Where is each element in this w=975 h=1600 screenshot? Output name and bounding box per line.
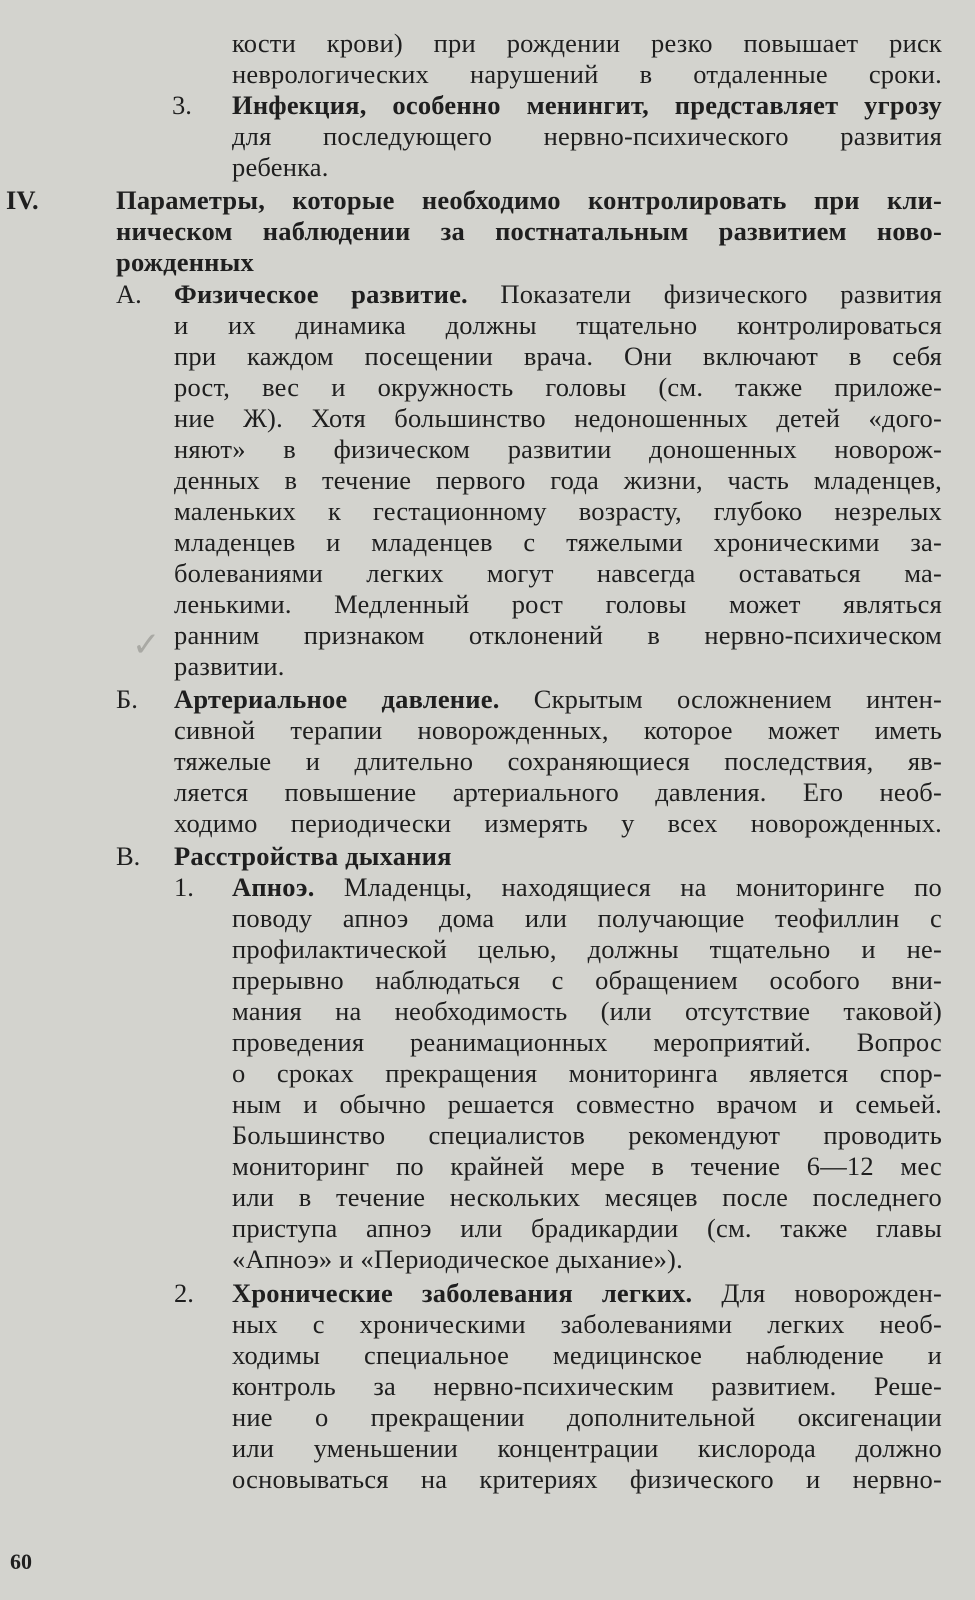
text-line: ных с хроническими заболеваниями легких необ- [232,1309,942,1339]
item-heading: Хронические заболевания легких. [232,1278,693,1308]
text-line: денных в течение первого года жизни, часть младенцев, [174,465,942,495]
text-line: ным и обычно решается совместно врачом и семьей. [232,1089,942,1119]
text-line: прерывно наблюдаться с обращением особого вни- [232,965,942,995]
text-line: профилактической целью, должны тщательно и не- [232,934,942,964]
text-line: ходимы специальное медицинское наблюдение и [232,1340,942,1370]
text-line: неврологических нарушений в отдаленные сроки. [232,59,942,89]
section-heading-line: рожденных [116,247,254,277]
subsection-heading: Физическое развитие. [174,279,468,309]
text-line: ходимо периодически измерять у всех новорожденных. [174,808,942,838]
item-number: 2. [174,1278,194,1308]
text-line: ляется повышение артериального давления. Его необ- [174,777,942,807]
text-line: основываться на критериях физического и нервно- [232,1464,942,1494]
text-line: ленькими. Медленный рост головы может являться [174,589,942,619]
text-line: сивной терапии новорожденных, которое может иметь [174,715,942,745]
text-line: Инфекция, особенно менингит, представляет угрозу [232,90,942,120]
text-line: и их динамика должны тщательно контролироваться [174,310,942,340]
item-number: 3. [172,90,192,120]
text-line: о сроках прекращения мониторинга является спор- [232,1058,942,1088]
text-line: ребенка. [232,152,329,182]
text-line: ранним признаком отклонений в нервно-психическом [174,620,942,650]
text-line: развитии. [174,651,285,681]
text-line: приступа апноэ или брадикардии (см. также главы [232,1213,942,1243]
text-line [174,279,942,310]
subsection-marker: Б. [116,684,138,714]
text-span: Показатели физического развития [467,279,942,309]
page-number: 60 [10,1549,32,1574]
item-heading: Апноэ. [232,872,315,902]
text-line: рост, вес и окружность головы (см. также приложе- [174,372,942,402]
text-line: маленьких к гестационному возрасту, глубоко незрелых [174,496,942,526]
text-line: тяжелые и длительно сохраняющиеся последствия, яв- [174,746,942,776]
text-line: мониторинг по крайней мере в течение 6—12 мес [232,1151,942,1181]
text-line: поводу апноэ дома или получающие теофиллин с [232,903,942,933]
text-line [174,684,942,715]
text-line: «Апноэ» и «Периодическое дыхание»). [232,1244,683,1274]
subsection-marker: В. [116,841,141,871]
text-span: Для новорожден- [692,1278,942,1308]
text-line: ние Ж). Хотя большинство недоношенных детей «дого- [174,403,942,433]
text-line: или уменьшении концентрации кислорода должно [232,1433,942,1463]
text-span: Младенцы, находящиеся на мониторинге по [314,872,942,902]
text-line: младенцев и младенцев с тяжелыми хроническими за- [174,527,942,557]
text-line: при каждом посещении врача. Они включают в себя [174,341,942,371]
text-line: болеваниями легких могут навсегда оставаться ма- [174,558,942,588]
text-line [232,1278,942,1309]
text-line: контроль за нервно-психическим развитием. Реше- [232,1371,942,1401]
text-line: проведения реанимационных мероприятий. Вопрос [232,1027,942,1057]
section-heading-line: Параметры, которые необходимо контролировать при кли- [116,185,942,215]
section-heading-line: ническом наблюдении за постнатальным развитием ново- [116,216,942,246]
text-line [232,872,942,903]
section-number: IV. [6,185,39,215]
pencil-checkmark-icon: ✓ [132,625,161,665]
text-line: мания на необходимость (или отсутствие таковой) [232,996,942,1026]
text-line: няют» в физическом развитии доношенных новорож- [174,434,942,464]
subsection-marker: А. [116,279,142,309]
text-line: Большинство специалистов рекомендуют проводить [232,1120,942,1150]
text-line: или в течение нескольких месяцев после последнего [232,1182,942,1212]
text-span: Скрытым осложнением интен- [499,684,942,714]
subsection-heading: Расстройства дыхания [174,841,452,871]
text-line: для последующего нервно-психического развития [232,121,942,151]
text-line: ние о прекращении дополнительной оксигенации [232,1402,942,1432]
subsection-heading: Артериальное давление. [174,684,500,714]
item-number: 1. [174,872,194,902]
text-line: кости крови) при рождении резко повышает риск [232,28,942,58]
